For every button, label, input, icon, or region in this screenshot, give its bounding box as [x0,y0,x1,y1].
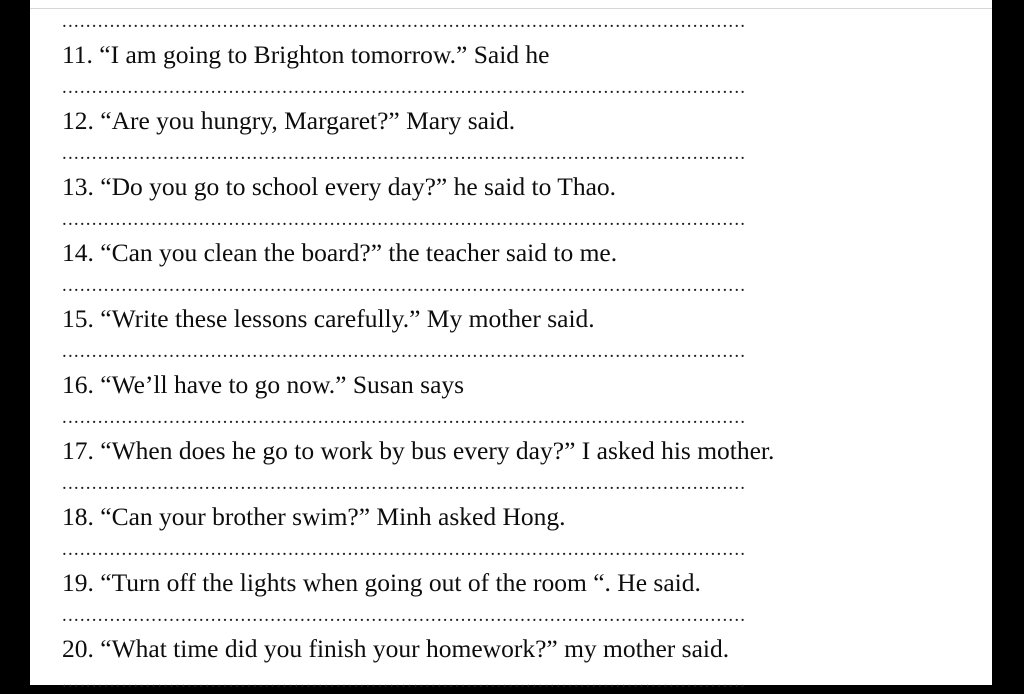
document-content [62,10,962,694]
list-item [62,340,962,406]
exercise-sentence: 15. “Write these lessons carefully.” My mother said. [62,304,595,333]
exercise-sentence: 13. “Do you go to school every day?” he said to Thao. [62,172,617,201]
exercise-sentence: 20. “What time did you finish your homework?” my mother said. [62,634,730,663]
answer-line-dots: ................................................................................................................... [62,143,747,164]
document-page [30,0,992,692]
answer-line-dots: ................................................................................................................... [62,671,747,692]
exercise-sentence: 16. “We’ll have to go now.” Susan says [62,370,465,399]
list-item [62,76,962,142]
exercise-sentence: 14. “Can you clean the board?” the teacher said to me. [62,238,618,267]
answer-line-dots: ................................................................................................................... [62,407,747,428]
exercise-sentence: 18. “Can your brother swim?” Minh asked Hong. [62,502,566,531]
answer-line-dots: ................................................................................................................... [62,539,747,560]
answer-line-dots: ................................................................................................................... [62,77,747,98]
list-item [62,538,962,604]
answer-line-dots: ................................................................................................................... [62,341,747,362]
list-item [62,670,962,694]
answer-line-dots: ................................................................................................................... [62,605,747,626]
list-item [62,142,962,208]
answer-line-dots: ................................................................................................................... [62,209,747,230]
exercise-sentence: 12. “Are you hungry, Margaret?” Mary said. [62,106,516,135]
list-item [62,10,962,76]
exercise-list [62,10,962,694]
answer-line-dots: ................................................................................................................... [62,275,747,296]
answer-line-dots: ................................................................................................................... [62,11,747,32]
answer-line-dots: ................................................................................................................... [62,473,747,494]
exercise-sentence: 17. “When does he go to work by bus every day?” I asked his mother. [62,436,775,465]
exercise-sentence: 11. “I am going to Brighton tomorrow.” Said he [62,40,550,69]
list-item [62,274,962,340]
exercise-sentence: 19. “Turn off the lights when going out of the room “. He said. [62,568,701,597]
list-item [62,208,962,274]
list-item [62,472,962,538]
list-item [62,604,962,670]
page-top-divider [30,8,992,9]
list-item [62,406,962,472]
